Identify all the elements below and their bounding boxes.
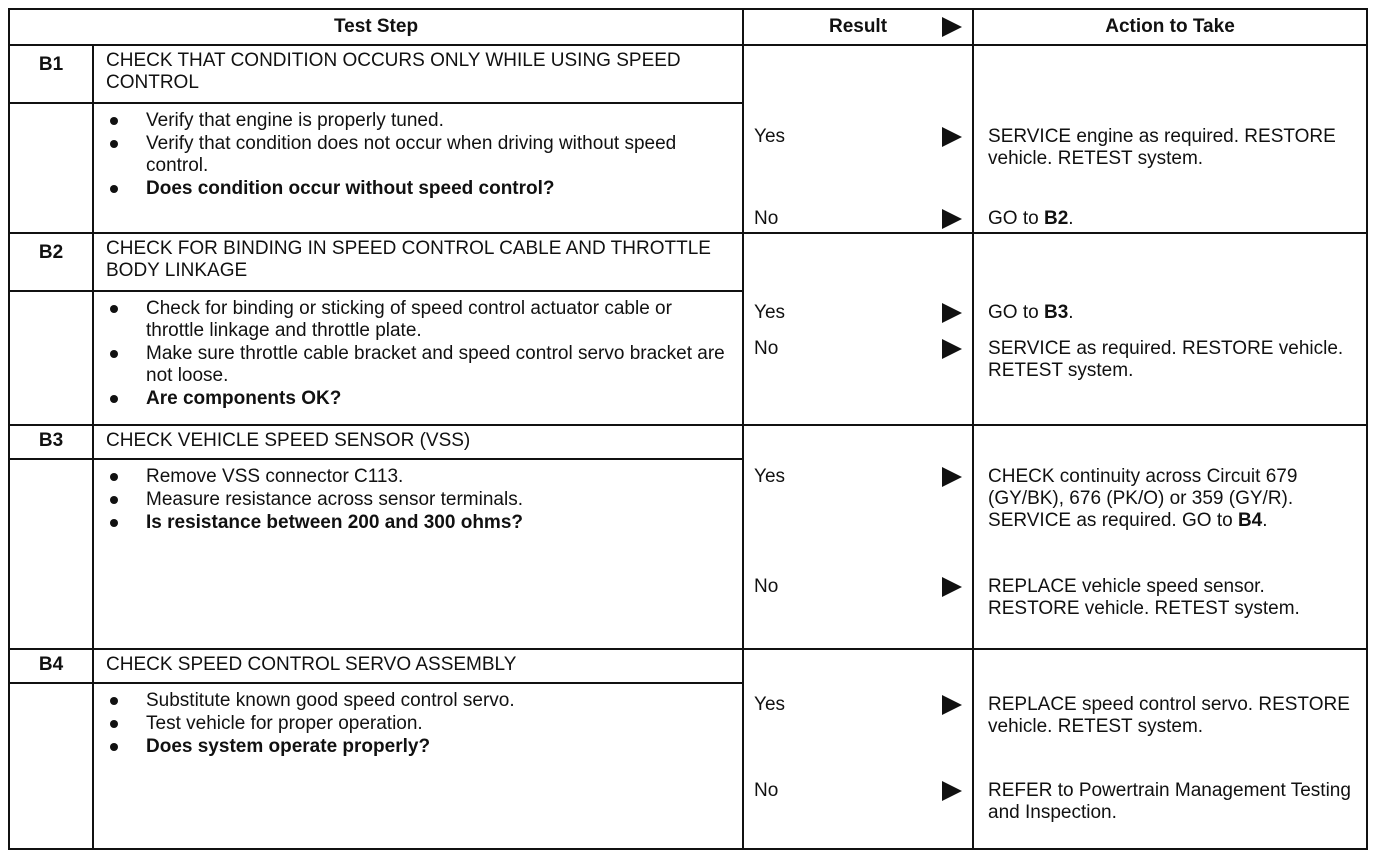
step-body <box>93 291 743 425</box>
result-no <box>744 780 972 802</box>
result-yes <box>744 126 972 148</box>
step-body <box>93 683 743 849</box>
step-id: B4 <box>9 649 93 683</box>
step-title: CHECK FOR BINDING IN SPEED CONTROL CABLE AND THROTTLE BODY LINKAGE <box>93 233 743 291</box>
arrow-icon <box>942 781 962 807</box>
list-item: Check for binding or sticking of speed control actuator cable or throttle linkage and throttle plate. <box>108 298 732 342</box>
test-step-sheet <box>8 8 1366 851</box>
action-prefix: CHECK continuity across Circuit 679 (GY/BK), 676 (PK/O) or 359 (GY/R). SERVICE as required. GO to <box>988 466 1298 531</box>
list-item: Make sure throttle cable bracket and speed control servo bracket are not loose. <box>108 343 732 387</box>
step-id-spacer <box>9 103 93 233</box>
result-cell <box>743 233 973 425</box>
result-label: No <box>754 338 779 359</box>
step-body <box>93 459 743 649</box>
action-suffix: . <box>1262 510 1268 531</box>
question-item: Does condition occur without speed control? <box>108 178 732 200</box>
action-cell <box>973 233 1367 425</box>
result-header-label: Result <box>828 16 888 37</box>
result-label: No <box>754 208 779 229</box>
action-text: REPLACE speed control servo. RESTORE vehicle. RETEST system. <box>988 694 1350 737</box>
step-id: B3 <box>9 425 93 459</box>
action-text <box>988 466 1356 532</box>
action-text <box>988 208 1356 230</box>
action-ref: B4 <box>1237 510 1263 531</box>
action-suffix: . <box>1068 208 1074 229</box>
table-header-row <box>9 9 1367 45</box>
result-yes <box>744 694 972 716</box>
result-label: Yes <box>754 126 786 147</box>
step-body <box>93 103 743 233</box>
action-header: Action to Take <box>973 9 1367 45</box>
result-cell <box>743 649 973 849</box>
step-id: B1 <box>9 45 93 103</box>
step-title-row <box>9 45 1367 103</box>
arrow-icon <box>942 339 962 365</box>
action-ref: B2 <box>1043 208 1069 229</box>
step-id-spacer <box>9 291 93 425</box>
arrow-icon <box>942 209 962 235</box>
action-text <box>988 302 1356 324</box>
arrow-icon <box>942 577 962 603</box>
result-no <box>744 576 972 598</box>
diagnostic-table <box>8 8 1368 850</box>
action-cell <box>973 649 1367 849</box>
arrow-icon <box>942 127 962 153</box>
result-label: Yes <box>754 302 786 323</box>
list-item: Measure resistance across sensor terminals. <box>108 489 732 511</box>
list-item: Verify that engine is properly tuned. <box>108 110 732 132</box>
action-prefix: GO to <box>988 208 1044 229</box>
result-yes <box>744 302 972 324</box>
action-text: SERVICE engine as required. RESTORE vehicle. RETEST system. <box>988 126 1336 169</box>
step-id-spacer <box>9 683 93 849</box>
action-cell <box>973 45 1367 233</box>
result-label: Yes <box>754 694 786 715</box>
step-title-row <box>9 649 1367 683</box>
result-cell <box>743 425 973 649</box>
action-prefix: GO to <box>988 302 1044 323</box>
test-step-header: Test Step <box>9 9 743 45</box>
action-suffix: . <box>1068 302 1074 323</box>
action-text: REPLACE vehicle speed sensor. RESTORE vehicle. RETEST system. <box>988 576 1300 619</box>
question-item: Does system operate properly? <box>108 736 732 758</box>
list-item: Test vehicle for proper operation. <box>108 713 732 735</box>
step-title: CHECK VEHICLE SPEED SENSOR (VSS) <box>93 425 743 459</box>
question-item: Are components OK? <box>108 388 732 410</box>
action-cell <box>973 425 1367 649</box>
step-title-row <box>9 425 1367 459</box>
action-text: SERVICE as required. RESTORE vehicle. RETEST system. <box>988 338 1344 381</box>
result-yes <box>744 466 972 488</box>
step-title: CHECK SPEED CONTROL SERVO ASSEMBLY <box>93 649 743 683</box>
step-title-row <box>9 233 1367 291</box>
step-id: B2 <box>9 233 93 291</box>
list-item: Verify that condition does not occur when driving without speed control. <box>108 133 732 177</box>
result-label: No <box>754 576 779 597</box>
list-item: Substitute known good speed control servo. <box>108 690 732 712</box>
list-item: Remove VSS connector C113. <box>108 466 732 488</box>
step-id-spacer <box>9 459 93 649</box>
arrow-icon <box>942 17 962 43</box>
action-ref: B3 <box>1043 302 1069 323</box>
arrow-icon <box>942 303 962 329</box>
result-cell <box>743 45 973 233</box>
arrow-icon <box>942 467 962 493</box>
action-text: REFER to Powertrain Management Testing and Inspection. <box>988 780 1351 823</box>
step-title: CHECK THAT CONDITION OCCURS ONLY WHILE USING SPEED CONTROL <box>93 45 743 103</box>
arrow-icon <box>942 695 962 721</box>
result-label: No <box>754 780 779 801</box>
result-header <box>743 9 973 45</box>
result-no <box>744 208 972 230</box>
result-label: Yes <box>754 466 786 487</box>
question-item: Is resistance between 200 and 300 ohms? <box>108 512 732 534</box>
result-no <box>744 338 972 360</box>
